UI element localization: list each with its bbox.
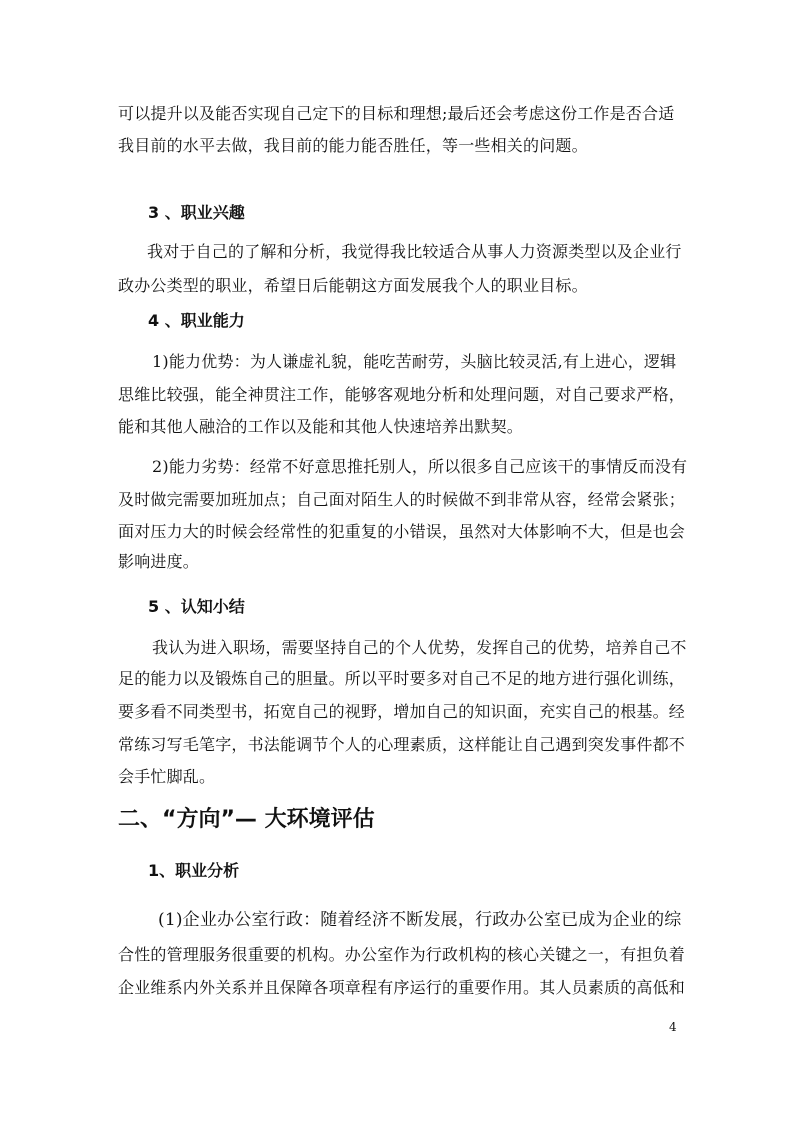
text-line: 面对压力大的时候会经常性的犯重复的小错误，虽然对大体影响不大，但是也会 xyxy=(118,522,686,541)
text-line: 政办公类型的职业，希望日后能朝这方面发展我个人的职业目标。 xyxy=(118,276,588,295)
text-line: 影响进度。 xyxy=(118,552,200,571)
text-line: (1)企业办公室行政：随着经济不断发展，行政办公室已成为企业的综 xyxy=(158,910,682,930)
text-line: 企业维系内外关系并且保障各项章程有序运行的重要作用。其人员素质的高低和 xyxy=(118,978,686,997)
text-line: 我认为进入职场，需要坚持自己的个人优势，发挥自己的优势，培养自己不 xyxy=(152,638,687,657)
text-line: 可以提升以及能否实现自己定下的目标和理想;最后还会考虑这份工作是否合适 xyxy=(118,104,675,123)
text-line: 2)能力劣势：经常不好意思推托别人，所以很多自己应该干的事情反而没有 xyxy=(152,457,688,476)
section-heading-career-analysis: 1、职业分析 xyxy=(148,861,240,880)
section-heading-career-interest: 3 、职业兴趣 xyxy=(148,203,245,222)
text-line: 会手忙脚乱。 xyxy=(118,767,216,786)
text-line: 合性的管理服务很重要的机构。办公室作为行政机构的核心关键之一，有担负着 xyxy=(118,945,686,964)
section-heading-cognition-summary: 5 、认知小结 xyxy=(148,597,245,616)
text-line: 及时做完需要加班加点；自己面对陌生人的时候做不到非常从容，经常会紧张； xyxy=(118,490,686,509)
text-line: 我目前的水平去做，我目前的能力能否胜任，等一些相关的问题。 xyxy=(118,136,588,155)
page-number: 4 xyxy=(669,1020,677,1034)
text-line: 1)能力优势：为人谦虚礼貌，能吃苦耐劳，头脑比较灵活,有上进心，逻辑 xyxy=(152,352,677,371)
text-line: 要多看不同类型书，拓宽自己的视野，增加自己的知识面，充实自己的根基。经 xyxy=(118,702,686,721)
text-line: 常练习写毛笔字，书法能调节个人的心理素质，这样能让自己遇到突发事件都不 xyxy=(118,735,686,754)
text-line: 我对于自己的了解和分析，我觉得我比较适合从事人力资源类型以及企业行 xyxy=(147,242,682,261)
section-heading-career-ability: 4 、职业能力 xyxy=(148,311,245,330)
text-line: 能和其他人融洽的工作以及能和其他人快速培养出默契。 xyxy=(118,417,524,436)
text-line: 足的能力以及锻炼自己的胆量。所以平时要多对自己不足的地方进行强化训练， xyxy=(118,669,686,688)
chapter-heading-environment-assessment: 二、“方向”— 大环境评估 xyxy=(118,807,375,832)
text-line: 思维比较强，能全神贯注工作，能够客观地分析和处理问题，对自己要求严格， xyxy=(118,385,686,404)
